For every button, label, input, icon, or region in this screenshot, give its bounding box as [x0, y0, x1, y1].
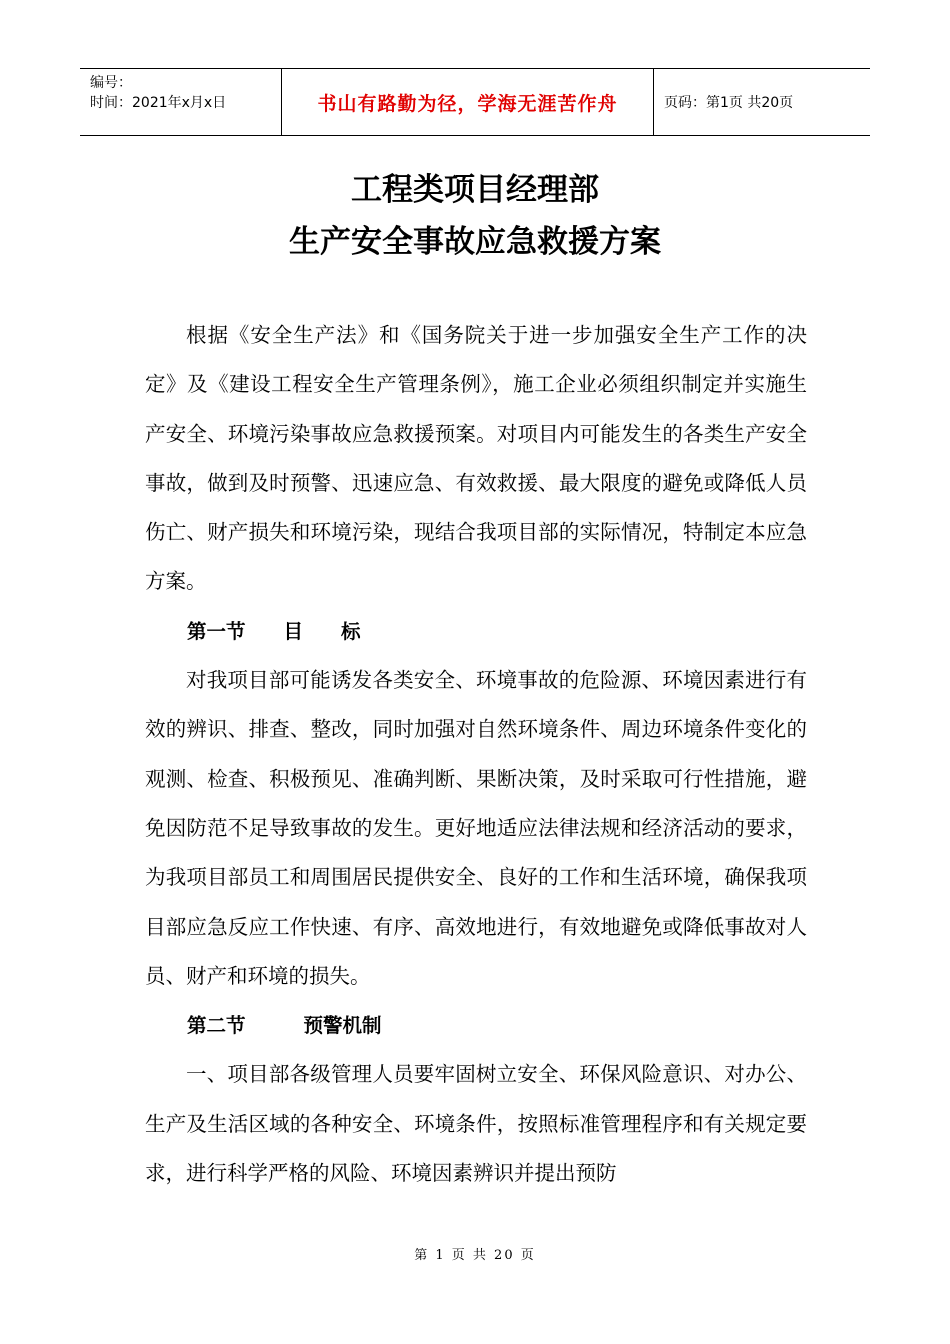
section-2-title: 预警机制 — [303, 1014, 382, 1038]
section-2-number: 第二节 — [187, 1014, 246, 1038]
page-header — [80, 68, 870, 136]
section-1-paragraph: 对我项目部可能诱发各类安全、环境事故的危险源、环境因素进行有效的辨识、排查、整改，同时加强对自然环境条件、周边环境条件变化的观测、检查、积极预见、准确判断、果断决策，及时采取可行性措施，避免因防范不足导致事故的发生。更好地适应法律法规和经济活动的要求，为我项目部员工和周围居民提供安全、良好的工作和生活环境，确保我项目部应急反应工作快速、有序、高效地进行，有效地避免或降低事故对人员、财产和环境的损失。 — [145, 668, 807, 988]
page-footer: 第 1 页 共 20 页 — [414, 1248, 536, 1263]
section-1-title-a: 目 — [283, 619, 304, 643]
document-title-line1: 工程类项目经理部 — [351, 172, 599, 208]
section-1-number: 第一节 — [187, 619, 246, 643]
document-body — [145, 311, 807, 1198]
section-2-heading — [145, 1001, 807, 1050]
intro-paragraph: 根据《安全生产法》和《国务院关于进一步加强安全生产工作的决定》及《建设工程安全生产管理条例》，施工企业必须组织制定并实施生产安全、环境污染事故应急救援预案。对项目内可能发生的各类生产安全事故，做到及时预警、迅速应急、有效救援、最大限度的避免或降低人员伤亡、财产损失和环境污染，现结合我项目部的实际情况，特制定本应急方案。 — [145, 323, 807, 594]
document-title-line2: 生产安全事故应急救援方案 — [289, 224, 661, 260]
section-1-title-b: 标 — [341, 619, 361, 643]
section-2-paragraph: 一、项目部各级管理人员要牢固树立安全、环保风险意识、对办公、生产及生活区域的各种安全、环境条件，按照标准管理程序和有关规定要求，进行科学严格的风险、环境因素辨识并提出预防 — [145, 1062, 807, 1186]
number-label: 编号： — [90, 75, 132, 91]
header-page-info: 页码：第1页 共20页 — [664, 95, 794, 111]
section-1-heading — [145, 607, 807, 656]
header-meta — [80, 69, 282, 135]
date-label: 时间：2021年x月x日 — [90, 95, 227, 111]
header-motto: 书山有路勤为径，学海无涯苦作舟 — [282, 69, 654, 135]
